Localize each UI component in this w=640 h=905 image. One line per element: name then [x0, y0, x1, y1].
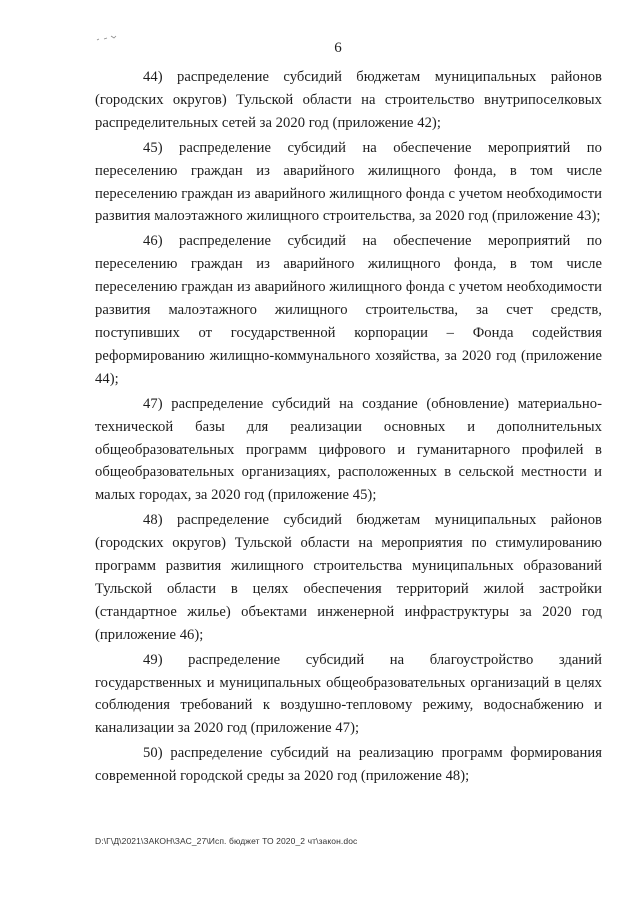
paragraph-item-44: 44) распределение субсидий бюджетам муниципальных районов (городских округов) Тульской области на строительство внутрипоселковых распределительных сетей за 2020 год (приложение 42); [95, 69, 602, 131]
paragraph-item-45: 45) распределение субсидий на обеспечение мероприятий по переселению граждан из аварийного жилищного фонда, в том числе переселению граждан из аварийного жилищного фонда с учетом необходимости развития малоэтажного жилищного строительства, за 2020 год (приложение 43); [95, 139, 602, 225]
page-number: 6 [334, 40, 342, 56]
paragraph-item-48: 48) распределение субсидий бюджетам муниципальных районов (городских округов) Тульской области на мероприятия по стимулированию программ развития жилищного строительства муниципальных образований Тульской области в целях обеспечения территорий жилой застройки (стандартное жилье) объектами инженерной инфраструктуры за 2020 год (приложение 46); [95, 512, 602, 643]
paragraph-item-47: 47) распределение субсидий на создание (обновление) материально-технической базы для реализации основных и дополнительных общеобразовательных программ цифрового и гуманитарного профилей в общеобразовательных организациях, расположенных в сельской местности и малых городах, за 2020 год (приложение 45); [95, 395, 602, 504]
paragraph-item-50: 50) распределение субсидий на реализацию программ формирования современной городской среды за 2020 год (приложение 48); [95, 745, 602, 785]
paragraph-item-46: 46) распределение субсидий на обеспечение мероприятий по переселению граждан из аварийного жилищного фонда, в том числе переселению граждан из аварийного жилищного фонда с учетом необходимости развития малоэтажного жилищного строительства, за счет средств, поступивших от государственной корпорации – Фонда содействия реформированию жилищно-коммунального хозяйства, за 2020 год (приложение 44); [95, 233, 602, 387]
body-text [95, 66, 602, 790]
footer-file-path: D:\Г\Д\2021\ЗАКОН\ЗАС_27\Исп. бюджет ТО 2020_2 чт\закон.doc [95, 836, 358, 846]
paragraph-item-49: 49) распределение субсидий на благоустройство зданий государственных и муниципальных общеобразовательных организаций в целях соблюдения требований к воздушно-тепловому режиму, водоснабжению и канализации за 2020 год (приложение 47); [95, 651, 602, 737]
